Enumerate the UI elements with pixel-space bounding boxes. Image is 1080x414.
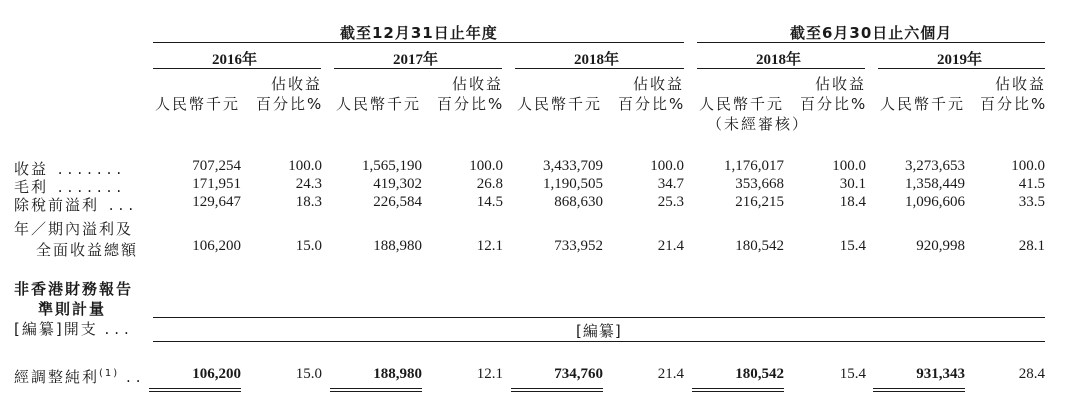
- double-underline: [873, 388, 965, 392]
- percent-cell: 100.0: [650, 158, 684, 174]
- percent-cell: 41.5: [1018, 176, 1045, 192]
- amount-cell: 419,302: [373, 176, 422, 192]
- amount-cell: 353,668: [735, 176, 784, 192]
- amount-cell: 216,215: [735, 194, 784, 210]
- col-rmb-2018-h1: 人民幣千元: [699, 95, 785, 113]
- percent-cell: 15.4: [839, 238, 866, 254]
- amount-cell: 1,176,017: [724, 158, 784, 174]
- adjusted-amount-cell: 931,343: [916, 366, 965, 382]
- percent-cell: 100.0: [1011, 158, 1045, 174]
- amount-cell: 1,096,606: [905, 194, 965, 210]
- percent-cell: 14.5: [476, 194, 503, 210]
- col-rmb-2017: 人民幣千元: [336, 95, 422, 113]
- percent-cell: 25.3: [657, 194, 684, 210]
- amount-cell: 180,542: [735, 238, 784, 254]
- amount-cell: 129,647: [192, 194, 241, 210]
- year-2019-h1: 2019年: [937, 52, 983, 68]
- year-rule-2018-h1: [697, 68, 865, 69]
- amount-cell: 3,273,653: [905, 158, 965, 174]
- percent-cell: 21.4: [657, 238, 684, 254]
- period-header-year-end: 截至12月31日止年度: [340, 24, 498, 42]
- percent-cell: 34.7: [657, 176, 684, 192]
- row-label: 除稅前溢利 ...: [14, 196, 139, 214]
- amount-cell: 171,951: [192, 176, 241, 192]
- percent-cell: 100.0: [832, 158, 866, 174]
- non-hkfrs-heading-line2: 準則計量: [38, 300, 107, 318]
- amount-cell: 707,254: [192, 158, 241, 174]
- year-2018: 2018年: [574, 52, 620, 68]
- col-pct-2016: 佔收益 百分比%: [256, 75, 324, 113]
- row-label: 毛利 .......: [14, 178, 127, 196]
- adjusted-percent-cell: 15.4: [839, 366, 866, 382]
- col-rmb-2018: 人民幣千元: [517, 95, 603, 113]
- double-underline: [692, 388, 784, 392]
- amount-cell: 920,998: [916, 238, 965, 254]
- redacted-rule: [153, 317, 1045, 318]
- amount-cell: 106,200: [192, 238, 241, 254]
- redacted-value: [編纂]: [576, 322, 622, 340]
- amount-cell: 1,565,190: [362, 158, 422, 174]
- adjusted-amount-cell: 180,542: [735, 366, 784, 382]
- col-pct-2019-h1: 佔收益 百分比%: [980, 75, 1048, 113]
- percent-cell: 33.5: [1018, 194, 1045, 210]
- col-rmb-2019-h1: 人民幣千元: [880, 95, 966, 113]
- amount-cell: 188,980: [373, 238, 422, 254]
- amount-cell: 1,190,505: [543, 176, 603, 192]
- year-rule-2018: [515, 68, 684, 69]
- amount-cell: 226,584: [373, 194, 422, 210]
- adjusted-amount-cell: 188,980: [373, 366, 422, 382]
- col-rmb-2016: 人民幣千元: [155, 95, 241, 113]
- percent-cell: 12.1: [476, 238, 503, 254]
- year-rule-2019-h1: [878, 68, 1045, 69]
- year-rule-2017: [334, 68, 502, 69]
- percent-cell: 18.4: [839, 194, 866, 210]
- adjusted-percent-cell: 15.0: [295, 366, 322, 382]
- adjusted-percent-cell: 28.4: [1018, 366, 1045, 382]
- percent-cell: 30.1: [839, 176, 866, 192]
- percent-cell: 100.0: [469, 158, 503, 174]
- year-2016: 2016年: [212, 52, 258, 68]
- amount-cell: 868,630: [554, 194, 603, 210]
- adjusted-percent-cell: 21.4: [657, 366, 684, 382]
- col-pct-2017: 佔收益 百分比%: [437, 75, 505, 113]
- row-label: 年／期內溢利及 全面收益總額: [14, 220, 139, 259]
- header-rule-six-months: [697, 42, 1045, 43]
- adjusted-percent-cell: 12.1: [476, 366, 503, 382]
- redacted-row-label: [編纂]開支 ...: [14, 320, 134, 338]
- adjusted-amount-cell: 106,200: [192, 366, 241, 382]
- redacted-rule-bottom: [153, 341, 1045, 342]
- period-header-six-months: 截至6月30日止六個月: [790, 24, 953, 42]
- amount-cell: 1,358,449: [905, 176, 965, 192]
- percent-cell: 100.0: [288, 158, 322, 174]
- percent-cell: 24.3: [295, 176, 322, 192]
- adjusted-amount-cell: 734,760: [554, 366, 603, 382]
- amount-cell: 733,952: [554, 238, 603, 254]
- year-rule-2016: [153, 68, 321, 69]
- double-underline: [149, 388, 241, 392]
- row-label: 收益 .......: [14, 160, 127, 178]
- percent-cell: 15.0: [295, 238, 322, 254]
- year-2018-h1: 2018年: [756, 52, 802, 68]
- col-unaudited: （未經審核）: [707, 115, 810, 133]
- col-pct-2018: 佔收益 百分比%: [618, 75, 686, 113]
- percent-cell: 28.1: [1018, 238, 1045, 254]
- percent-cell: 26.8: [476, 176, 503, 192]
- non-hkfrs-heading-line1: 非香港財務報告: [14, 280, 134, 298]
- double-underline: [330, 388, 422, 392]
- amount-cell: 3,433,709: [543, 158, 603, 174]
- col-pct-2018-h1: 佔收益 百分比%: [800, 75, 868, 113]
- year-2017: 2017年: [393, 52, 439, 68]
- double-underline: [511, 388, 603, 392]
- percent-cell: 18.3: [295, 194, 322, 210]
- adjusted-row-label: 經調整純利$^{(1)}$ ..: [14, 368, 146, 386]
- header-rule-year-end: [153, 42, 684, 43]
